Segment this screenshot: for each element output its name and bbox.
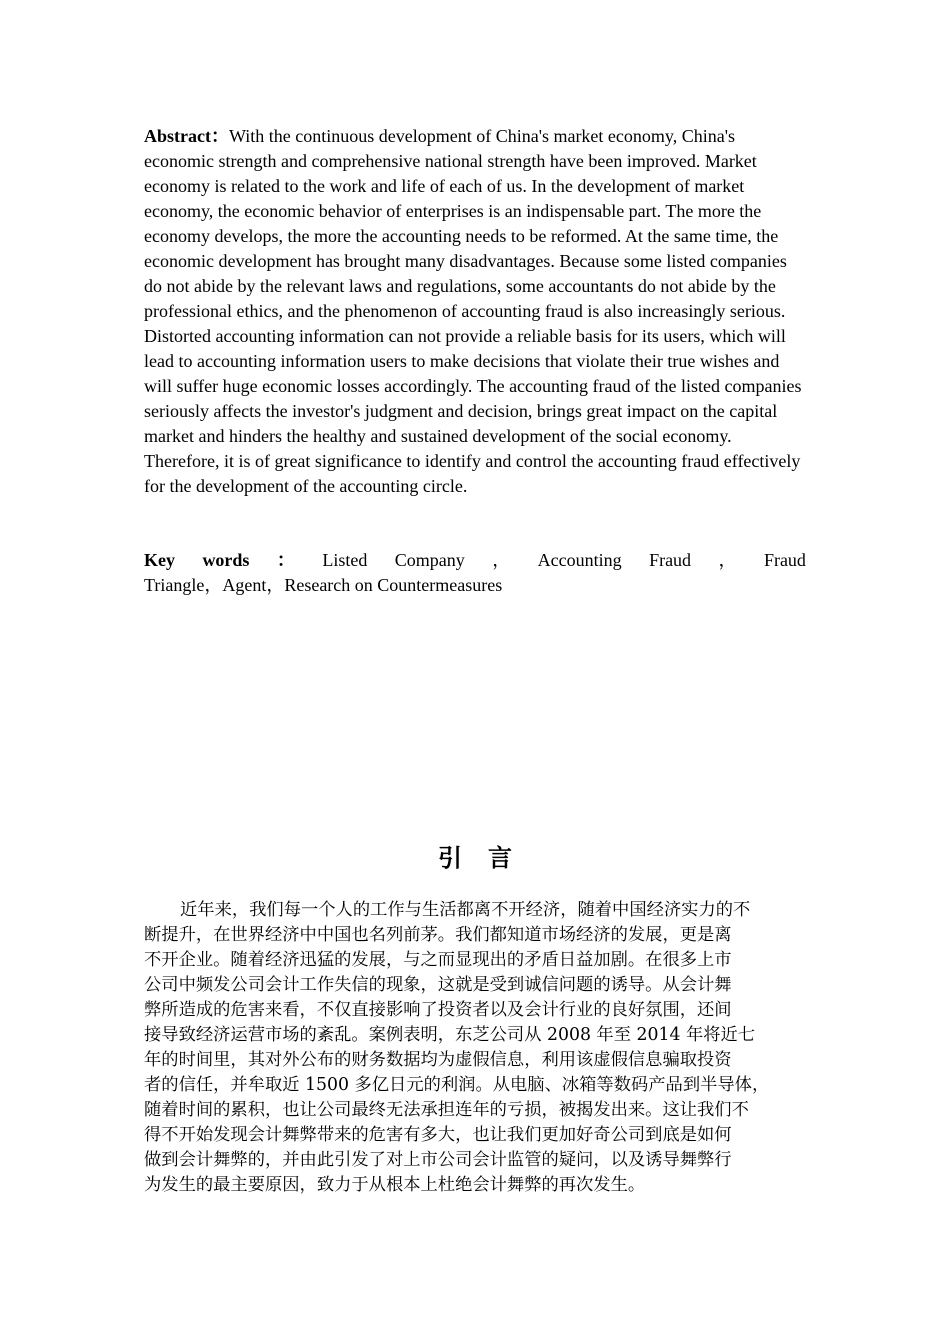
keywords-label-key: Key bbox=[144, 550, 175, 570]
intro-line: 不开企业。随着经济迅猛的发展，与之而显现出的矛盾日益加剧。在很多上市 bbox=[144, 950, 732, 970]
intro-line: 得不开始发现会计舞弊带来的危害有多大，也让我们更加好奇公司到底是如何 bbox=[144, 1125, 732, 1145]
keyword-word: Fraud bbox=[763, 550, 806, 570]
intro-line: 做到会计舞弊的，并由此引发了对上市公司会计监管的疑问，以及诱导舞弊行 bbox=[144, 1150, 732, 1170]
intro-line: 接导致经济运营市场的紊乱。案例表明，东芝公司从 2008 年至 2014 年将近七 bbox=[144, 1025, 756, 1045]
keywords-paragraph bbox=[144, 548, 806, 598]
keyword-word: Fraud bbox=[649, 550, 692, 570]
intro-line: 弊所造成的危害来看，不仅直接影响了投资者以及会计行业的良好氛围，还间 bbox=[144, 1000, 732, 1020]
abstract-text: With the continuous development of China's market economy, China's economic strength and comprehensive national strength have been improved. Market economy is related to the work and life of each of us. In the development of market economy, the economic behavior of enterprises is an indispensable part. The more the economy develops, the more the accounting needs to be reformed. At the same time, the economic development has brought many disadvantages. Because some listed companies do not abide by the relevant laws and regulations, some accountants do not abide by the professional ethics, and the phenomenon of accounting fraud is also increasingly serious. Distorted accounting information can not provide a reliable basis for its users, which will lead to accounting information users to make decisions that violate their true wishes and will suffer huge economic losses accordingly. The accounting fraud of the listed companies seriously affects the investor's judgment and decision, brings great impact on the capital market and hinders the healthy and sustained development of the social economy. Therefore, it is of great significance to identify and control the accounting fraud effectively for the development of the accounting circle. bbox=[144, 126, 802, 496]
keywords-line-1 bbox=[144, 548, 806, 573]
keywords-label-words: words bbox=[202, 550, 250, 570]
keyword-separator: ， bbox=[718, 550, 737, 570]
keyword-separator: ， bbox=[492, 550, 511, 570]
keywords-line-2: Triangle，Agent，Research on Countermeasures bbox=[144, 575, 503, 595]
intro-line: 随着时间的累积，也让公司最终无法承担连年的亏损，被揭发出来。这让我们不 bbox=[144, 1100, 749, 1120]
intro-line: 公司中频发公司会计工作失信的现象，这就是受到诚信问题的诱导。从会计舞 bbox=[144, 975, 732, 995]
abstract-label: Abstract： bbox=[144, 126, 229, 146]
keyword-word: Company bbox=[394, 550, 465, 570]
intro-line: 者的信任，并牟取近 1500 多亿日元的利润。从电脑、冰箱等数码产品到半导体， bbox=[144, 1075, 770, 1095]
intro-paragraph bbox=[144, 898, 810, 1198]
keyword-word: Listed bbox=[322, 550, 368, 570]
intro-line: 年的时间里，其对外公布的财务数据均为虚假信息，利用该虚假信息骗取投资 bbox=[144, 1050, 732, 1070]
intro-heading: 引言 bbox=[438, 844, 538, 872]
intro-line: 断提升，在世界经济中中国也名列前茅。我们都知道市场经济的发展，更是离 bbox=[144, 925, 732, 945]
intro-line: 为发生的最主要原因，致力于从根本上杜绝会计舞弊的再次发生。 bbox=[144, 1175, 646, 1195]
keyword-word: Accounting bbox=[537, 550, 622, 570]
abstract-paragraph bbox=[144, 124, 806, 499]
keywords-label-colon: ： bbox=[276, 550, 295, 570]
intro-line: 近年来，我们每一个人的工作与生活都离不开经济，随着中国经济实力的不 bbox=[180, 900, 751, 920]
